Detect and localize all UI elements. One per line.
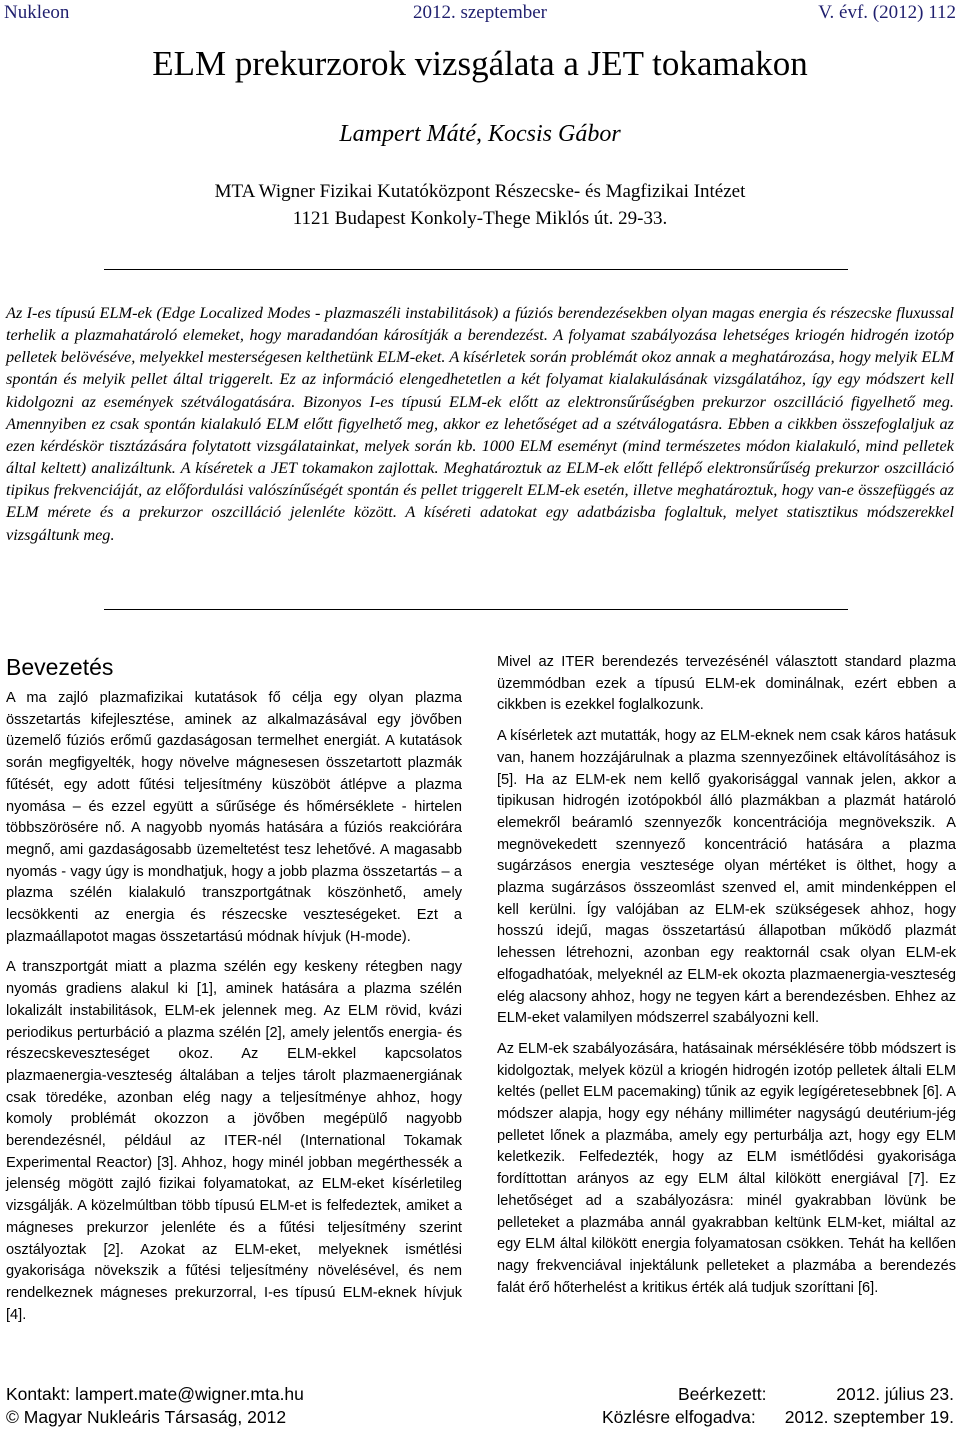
- received-date: 2012. július 23.: [836, 1384, 954, 1404]
- volume-page: V. évf. (2012) 112: [818, 2, 956, 23]
- journal-name: Nukleon: [4, 2, 70, 23]
- page-footer: [6, 1383, 954, 1431]
- left-column: [6, 652, 462, 1335]
- paragraph: Mivel az ITER berendezés tervezésénél választott standard plazma üzemmódban ezek a típusú ELM-ek dominálnak, ezért ebben a cikkben is ezekkel foglalkozunk.: [497, 654, 956, 714]
- section-heading: Bevezetés: [6, 654, 114, 680]
- copyright: © Magyar Nukleáris Társaság, 2012: [6, 1407, 287, 1427]
- paragraph: A ma zajló plazmafizikai kutatások fő célja egy olyan plazma összetartás kifejlesztése, aminek az alkalmazásával egy jövőben üzemelő fúziós erőmű gazdaságosan termelhet energiát. A kutatások során megfigyelték, hogy növelve mágnesesen összetartott plazmák fűtését, egy adott fűtési teljesítmény küszöböt átlépve a plazma nyomása – és ezzel együtt a sűrűsége és hőmérséklete - hirtelen többszörösére nő. A nagyobb nyomás hatására a fúziós reakciórára megnő, ami gazdaságosabb üzemeltetést tesz lehetővé. A magasabb nyomás - vagy úgy is mondhatjuk, hogy a jobb plazma összetartás – a plazma szélén kialakuló transzportgátnak köszönhető, amely lecsökkenti az energia és részecske veszteségeket. Ezt a plazmaállapotot magas összetartású módnak hívjuk (H-mode).: [6, 690, 462, 945]
- contact-email: Kontakt: lampert.mate@wigner.mta.hu: [6, 1384, 304, 1404]
- paper-title: ELM prekurzorok vizsgálata a JET tokamakon: [152, 44, 808, 83]
- footer-row-2: [6, 1406, 954, 1429]
- right-column: [497, 652, 956, 1308]
- paragraph: A transzportgát miatt a plazma szélén egy keskeny rétegben nagy nyomás gradiens alakul ki [1], aminek hatására a plazma szélén lokalizált instabilitások, ELM-ek jelennek meg. Az ELM rövid, kvázi periodikus perturbáció a plazma szélén [2], amely jelentős energia- és részecskeveszteséget okoz. Az ELM-ekkel kapcsolatos plazmaenergia-veszteség általában a teljes tárolt plazmaenergiának csak töredéke, azonban elég nagy a teljesítménye ahhoz, hogy komoly problémát okozzon a jövőben megépülő nagyobb berendezésnél, például az ITER-nél (International Tokamak Experimental Reactor) [3]. Ahhoz, hogy minél jobban megérthessék a jelenség mögött zajló fizikai folyamatokat, az ELM-eket kísérletileg vizsgálják. A közelmúltban több típusú ELM-et is felfedeztek, amiket a mágneses prekurzor jelenléte és a fűtési teljesítmény szerint osztályoztak [2]. Azokat az ELM-eket, melyeknek ismétlési gyakorisága növekszik a fűtési teljesítmény növelésével, és nem rendelkeznek mágneses prekurzorral, I-es típusú ELM-eknek hívjuk [4].: [6, 959, 462, 1323]
- received-label: Beérkezett:: [678, 1384, 767, 1404]
- abstract: Az I-es típusú ELM-ek (Edge Localized Modes - plazmaszéli instabilitások) a fúziós berendezésekben olyan magas energia és részecske fluxussal terhelik a plazmahatároló elemeket, hogy maradandóan károsítják a berendezést. A folyamat szabályozása lehetséges kriogén hidrogén izotóp pelletek belövéséve, melyekkel mesterségesen kelthetünk ELM-eket. A kísérletek során problémát okoz annak a meghatározása, hogy melyik ELM spontán és melyik pellet által triggerelt. Ez az információ elengedhetetlen a két folyamat kialakulásának vizsgálatához, így egy módszert kell kidolgozni az események szétválogatására. Bizonyos I-es típusú ELM-ek előtt az elektronsűrűségben prekurzor oszcilláció figyelhető meg. Amennyiben ez csak spontán kialakuló ELM előtt figyelhető meg, akkor ez lehetőséget ad a szétválogatásra. Ebben a cikkben összefoglaljuk az ezen kérdéskör tisztázására folytatott vizsgálatainkat, melyek során kb. 1000 ELM eseményt (mind természetes módon kialakuló, mind pelletek által keltett) analizáltunk. A kíséretek a JET tokamakon zajlottak. Meghatároztuk az ELM-ek előtt fellépő elektronsűrűség prekurzor oszcilláció tipikus frekvenciáját, az előfordulási valószínűségét spontán és pellet triggerelt ELM-ek esetén, illetve meghatároztuk, hogy van-e összefüggés az ELM mérete és a prekurzor oszcilláció jelenléte között. A kíséreti adatokat egy adatbázisba foglaltuk, melyet statisztikus módszerekkel vizsgáltunk meg.: [6, 303, 954, 544]
- abstract-bottom-rule: [104, 609, 848, 610]
- issue-date: 2012. szeptember: [412, 2, 547, 23]
- paragraph: Az ELM-ek szabályozására, hatásainak mérséklésére több módszert is kidolgoztak, melyek közül a kriogén hidrogén izotóp pelletek általi ELM keltés (pellet ELM pacemaking) tűnik az egyik legígéretesebbnek [6]. A módszer alapja, hogy egy néhány milliméter nagyságú deutérium-jég pelletet lőnek a plazmába, amely egy perturbálja azt, hogy egy ELM keletkezik. Felfedezték, hogy az ELM ismétlődési gyakorisága fordíttottan arányos az egy ELM által kilökött energiával [7]. Ez lehetőséget ad a szabályozásra: minél gyakrabban lövünk be pelleteket a plazmába annál gyakrabban keltünk ELM-ket, miáltal az egy ELM által kilökött energia folyamatosan csökken. Tehát ha kellően nagy frekvenciával injektálunk pelleteket a plazmába a berendezés falát érő hőterhelést a kritikus érték alá tudjuk szoríttani [6].: [497, 1040, 956, 1296]
- affiliation-address: 1121 Budapest Konkoly-Thege Miklós út. 29-33.: [292, 208, 668, 229]
- affiliation-institute: MTA Wigner Fizikai Kutatóközpont Részecske- és Magfizikai Intézet: [214, 181, 746, 202]
- footer-row-1: [6, 1383, 954, 1406]
- abstract-top-rule: [104, 269, 848, 270]
- authors: Lampert Máté, Kocsis Gábor: [339, 121, 621, 147]
- accepted-label: Közlésre elfogadva:: [602, 1407, 756, 1427]
- running-head: [4, 2, 956, 26]
- accepted-date: 2012. szeptember 19.: [784, 1407, 954, 1427]
- paragraph: A kísérletek azt mutatták, hogy az ELM-eknek nem csak káros hatásuk van, hanem hozzájárulnak a plazma szennyezőinek eltávolításához is [5]. Ha az ELM-ek nem kellő gyakorisággal vannak jelen, akkor a tipikusan hidrogén izotópokból álló plazmákban a plazmát határoló elemekről beáramló szennyezők koncentrációja megnövekszik. A megnövekedett szennyező koncentráció hatására a plazma sugárzásos energia vesztesége olyan mértéket is ölthet, hogy a plazma sugárzásos összeomlást szenved el, amit mindenképpen el kell kerülni. Így valójában az ELM-ek szükségesek ahhoz, hogy hosszú idejű, magas összetartású állapotban működő plazmát lehessen létrehozni, azonban egy reaktornál csak olyan ELM-ek elfogadhatóak, melyeknél az ELM-ek okozta plazmaenergia-veszteség elég alacsony ahhoz, hogy ne tegyen kárt a berendezésben. Ehhez az ELM-eket valamilyen módszerrel szabályozni kell.: [497, 728, 956, 1027]
- affiliation: [0, 178, 960, 232]
